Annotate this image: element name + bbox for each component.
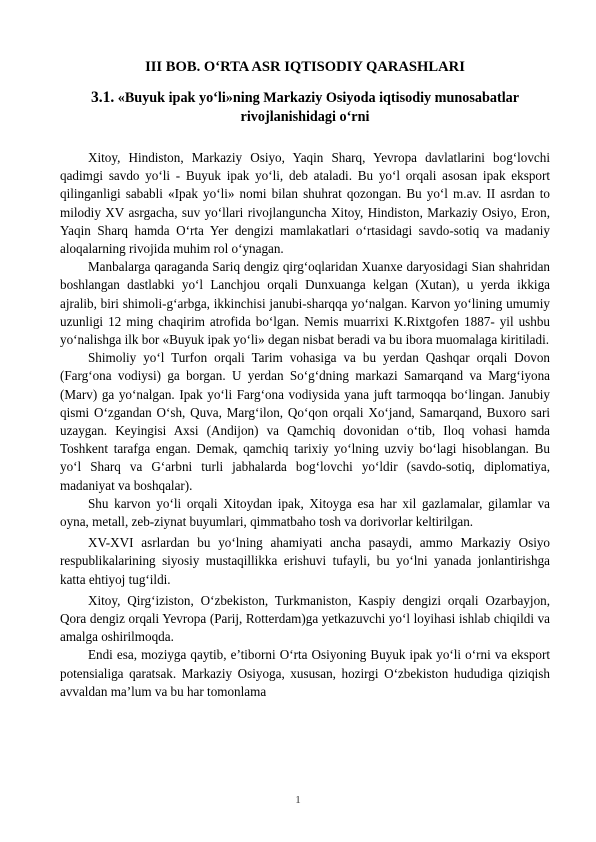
paragraph: Endi esa, moziyga qaytib, e’tiborni O‘rta Osiyoning Buyuk ipak yo‘li o‘rni va eksport potensialiga qaratsak. Markaziy Osiyoga, xususan, hozirgi O‘zbekiston hududiga qiziqish avvaldan ma’lum va bu har tomonlama xyxy=(60,647,550,699)
body-text xyxy=(60,149,550,701)
paragraph: XV-XVI asrlardan bu yo‘lning ahamiyati ancha pasaydi, ammo Markaziy Osiyo respublikalarining siyosiy mustaqillikka erishuvi tufayli, bu yo‘lni yanada jonlantirishga katta ehtiyoj tug‘ildi. xyxy=(60,535,550,587)
paragraph: Xitoy, Qirg‘iziston, O‘zbekiston, Turkmaniston, Kaspiy dengizi orqali Ozarbayjon, Qora dengiz orqali Yevropa (Parij, Rotterdam)ga yetkazuvchi yo‘l loyihasi ishlab chiqildi va amalga oshirilmoqda. xyxy=(60,592,550,645)
paragraph: Xitoy, Hindiston, Markaziy Osiyo, Yaqin Sharq, Yevropa davlatlarini bog‘lovchi qadimgi savdo yo‘li - Buyuk ipak yo‘li, deb ataladi. Bu yo‘l orqali asosan ipak eksport qilinganligi sababli «Ipak yo‘li» nomi bilan shuhrat qozongan. Bu yo‘l m.av. II asrdan to milodiy XV asrgacha, suv yo‘llari rivojlanguncha Xitoy, Hindiston, Markaziy Osiyo, Eron, Yaqin Sharq hamda O‘rta Yer dengizi mamlakatlari o‘rtasidagi savdo-sotiq va madaniy aloqalarning rivojida muhim rol o‘ynagan. xyxy=(60,150,550,257)
section-title: «Buyuk ipak yo‘li»ning Markaziy Osiyoda iqtisodiy munosabatlar rivojlanishidagi o‘rni xyxy=(117,90,520,125)
paragraph: Manbalarga qaraganda Sariq dengiz qirg‘oqlaridan Xuanxe daryosidagi Sian shahridan boshlangan dastlabki yo‘l Lanchjou orqali Dunxuanga kelgan (Xutan), u yerda ikkiga ajralib, biri shimoli-g‘arbga, ikkinchisi janubi-sharqqa yo‘nalgan. Karvon yo‘lining umumiy uzunligi 12 ming chaqirim atrofida bo‘lgan. Nemis muarrixi K.Rixtgofen 1887- yil ushbu yo‘nalishga ilk bor «Buyuk ipak yo‘li» degan nisbat beradi va bu ibora muomalaga kiritiladi. xyxy=(60,259,550,348)
chapter-title: III BOB. O‘RTA ASR IQTISODIY QARASHLARI xyxy=(145,59,465,75)
page-number: 1 xyxy=(295,794,301,806)
paragraph: Shimoliy yo‘l Turfon orqali Tarim vohasiga va bu yerdan Qashqar orqali Dovon (Farg‘ona vodiysi) ga borgan. U yerdan So‘g‘dning markazi Samarqand va Marg‘iyona (Marv) ga yo‘nalgan. Ipak yo‘li Farg‘ona vodiysida yana juft tarmoqqa bo‘lingan. Janubiy qismi O‘zgandan O‘sh, Quva, Marg‘ilon, Qo‘qon orqali Xo‘jand, Samarqand, Buxoro sari uzaygan. Keyingisi Axsi (Andijon) va Qamchiq dovonidan o‘tib, Iloq vohasi hamda Toshkent tarafga engan. Demak, qamchiq tarixiy yo‘lning uzviy bo‘lagi hisoblangan. Bu yo‘l Sharq va G‘arbni turli jabhalarda bog‘lovchi yo‘ldir (savdo-sotiq, diplomatiya, madaniyat va boshqalar). xyxy=(60,350,550,493)
section-heading xyxy=(60,88,550,127)
section-number: 3.1. xyxy=(90,89,115,106)
paragraph: Shu karvon yo‘li orqali Xitoydan ipak, Xitoyga esa har xil gazlamalar, gilamlar va oyna, metall, zeb-ziynat buyumlari, qimmatbaho tosh va dorivorlar keltirilgan. xyxy=(60,495,550,530)
